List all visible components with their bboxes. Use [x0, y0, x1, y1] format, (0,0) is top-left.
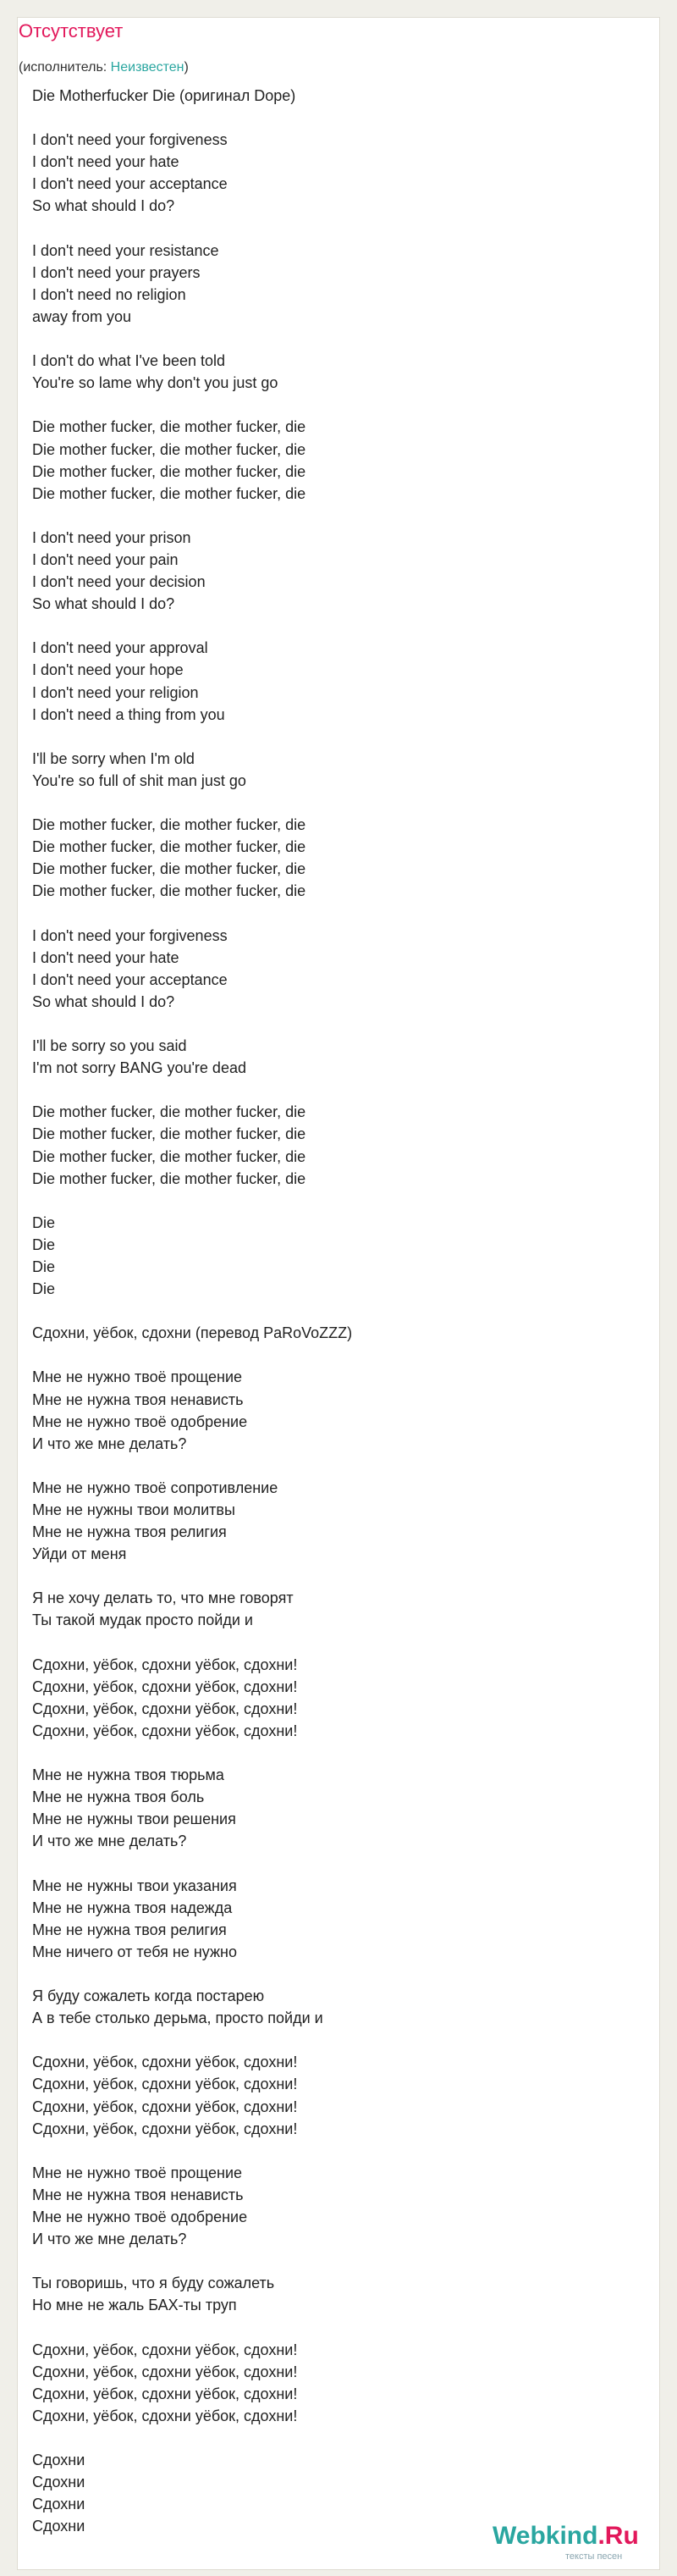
- lyrics-text: Die Motherfucker Die (оригинал Dope) I don't need your forgiveness I don't need your hate I don't need your acceptance So what should I do? I don't need your resistance I don't need your prayers I don't need no religion away from you I don't do what I've been told You're so lame why don't you just go Die mother fucker, die mother fucker, die Die mother fucker, die mother fucker, die Die mother fucker, die mother fucker, die Die mother fucker, die mother fucker, die I don't need your prison I don't need your pain I don't need your decision So what should I do? I don't need your approval I don't need your hope I don't need your religion I don't need a thing from you I'll be sorry when I'm old You're so full of shit man just go Die mother fucker, die mother fucker, die Die mother fucker, die mother fucker, die Die mother fucker, die mother fucker, die Die mother fucker, die mother fucker, die I don't need your forgiveness I don't need your hate I don't need your acceptance So what should I do? I'll be sorry so you said I'm not sorry BANG you're dead Die mother fucker, die mother fucker, die Die mother fucker, die mother fucker, die Die mother fucker, die mother fucker, die Die mother fucker, die mother fucker, die Die Die Die Die Сдохни, уёбок, сдохни (перевод PaRoVoZZZ) Мне не нужно твоё прощение Мне не нужна твоя ненависть Мне не нужно твоё одобрение И что же мне делать? Мне не нужно твоё сопротивление Мне не нужны твои молитвы Мне не нужна твоя религия Уйди от меня Я не хочу делать то, что мне говорят Ты такой мудак просто пойди и Сдохни, уёбок, сдохни уёбок, сдохни! Сдохни, уёбок, сдохни уёбок, сдохни! Сдохни, уёбок, сдохни уёбок, сдохни! Сдохни, уёбок, сдохни уёбок, сдохни! Мне не нужна твоя тюрьма Мне не нужна твоя боль Мне не нужны твои решения И что же мне делать? Мне не нужны твои указания Мне не нужна твоя надежда Мне не нужна твоя религия Мне ничего от тебя не нужно Я буду сожалеть когда постарею А в тебе столько дерьма, просто пойди и Сдохни, уёбок, сдохни уёбок, сдохни! Сдохни, уёбок, сдохни уёбок, сдохни! Сдохни, уёбок, сдохни уёбок, сдохни! Сдохни, уёбок, сдохни уёбок, сдохни! Мне не нужно твоё прощение Мне не нужна твоя ненависть Мне не нужно твоё одобрение И что же мне делать? Ты говоришь, что я буду сожалеть Но мне не жаль БАХ-ты труп Сдохни, уёбок, сдохни уёбок, сдохни! Сдохни, уёбок, сдохни уёбок, сдохни! Сдохни, уёбок, сдохни уёбок, сдохни! Сдохни, уёбок, сдохни уёбок, сдохни! Сдохни Сдохни Сдохни Сдохни: [32, 87, 353, 2535]
- logo-ru-text: .Ru: [597, 2522, 639, 2550]
- performer-prefix: (исполнитель:: [19, 60, 111, 75]
- performer-suffix: ): [184, 60, 189, 75]
- page-title: Отсутствует: [19, 20, 124, 41]
- performer-line: [19, 59, 189, 76]
- site-logo[interactable]: [493, 2522, 670, 2568]
- artist-link[interactable]: Неизвестен: [110, 60, 184, 75]
- logo-web-text: Webkind: [493, 2522, 598, 2550]
- logo-wordmark: [493, 2522, 639, 2551]
- logo-tagline: тексты песен: [565, 2551, 623, 2562]
